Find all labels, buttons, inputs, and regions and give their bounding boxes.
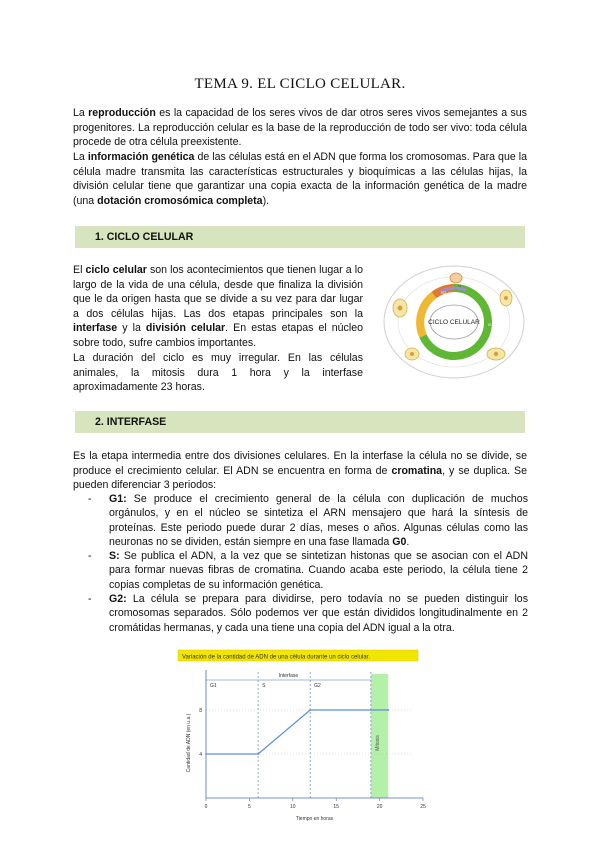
x-axis-label: Tiempo en horas [295,816,334,822]
data-point [370,709,372,711]
intro-paragraph-2: La información genética de las células está en el ADN que forma los cromosomas. Para que la célula madre transmita las características estructurales y bioquímicas a las células hijas, la división celular tiene que garantizar una copia exacta de la información genética de la madre (una dotación cromosómica completa). [73,151,527,207]
interphase-label: Interfase [278,673,299,679]
data-point [387,709,389,711]
list-item: - G1: Se produce el crecimiento general de la célula con duplicación de muchos orgánulos, y en el núcleo se sintetiza el ARN mensajero que hará la síntesis de proteínas. Este periodo puede durar 2 días, meses o años. Algunas células como las neuronas no se dividen, están siempre en una fase llamada G0. [88,493,528,548]
y-axis-label: Cantidad de ADN (en u.a.) [186,713,192,773]
interfase-paragraph: Es la etapa intermedia entre dos divisiones celulares. En la interfase la célula no se divide, se produce el crecimiento celular. El ADN se encuentra en forma de cromatina, y se duplica. Se pueden diferenciar 3 periodos: [73,450,527,492]
phase-label-mitosis: Mitosis [374,735,381,751]
phase-label-m: M [458,283,462,288]
list-item: - S: Se publica el ADN, a la vez que se sintetizan histonas que se asocian con el ADN para formar nuevas fibras de cromatina. Cuando acaba este periodo, la célula tiene 2 copias completas de su información genética. [88,550,528,591]
data-point [309,709,311,711]
x-tick-label: 0 [204,804,208,810]
data-point [205,753,207,755]
chart-title: Variación de la cantidad de ADN de una célula durante un ciclo celular. [182,654,371,661]
phase-label-g2: G2 [314,683,321,689]
page-title: TEMA 9. EL CICLO CELULAR. [194,76,406,92]
duracion-paragraph: La duración del ciclo es muy irregular. En las células animales, la mitosis dura 1 hora y la interfase aproximadamente 23 horas. [73,352,363,394]
list-item: - G2: La célula se prepara para dividirse, pero todavía no se pueden distinguir los cromosomas separados. Sólo podemos ver que están divididos longitudinalmente en 2 cromátidas hermanas, y cada una tiene una copia del ADN igual a la otra. [88,593,528,634]
period-list [88,492,528,635]
x-tick-label: 20 [376,804,383,810]
intro-paragraph-1: La reproducción es la capacidad de los seres vivos de dar otros seres vivos semejantes a sus progenitores. La reproducción celular es la base de la reproducción de todo ser vivo: toda célula procede de otra célula preexistente. [73,107,527,149]
section-1-heading: 1. CICLO CELULAR [75,226,525,248]
x-tick-label: 10 [290,804,296,810]
x-tick-label: 25 [420,804,426,810]
phase-label-s: S [262,683,266,689]
x-tick-label: 5 [248,804,251,810]
phase-label-s: S [426,310,429,315]
dna-chart [170,648,435,826]
phase-label-g2: G2 [441,290,447,295]
y-tick-label: 4 [199,752,202,758]
cell-top [450,273,462,283]
section-2-heading: 2. INTERFASE [75,411,525,433]
dna-series-line [206,710,388,754]
ciclo-celular-paragraph: El ciclo celular son los acontecimientos que tienen lugar a lo largo de la vida de una célula, desde que finaliza la división que le da origen hasta que se divide a su vez para dar lugar a dos células hijas. Las dos etapas principales son la interfase y la división celular. En estas etapas el núcleo sobre todo, sufre cambios importantes. [73,264,363,349]
cycle-center-label: CICLO CELULAR [428,319,480,326]
data-point [257,753,259,755]
cell-cycle-diagram [378,262,526,380]
phase-label-g1: G1 [488,322,494,327]
y-tick-label: 8 [199,708,202,714]
phase-label-g1: G1 [210,683,217,689]
x-tick-label: 15 [333,804,339,810]
